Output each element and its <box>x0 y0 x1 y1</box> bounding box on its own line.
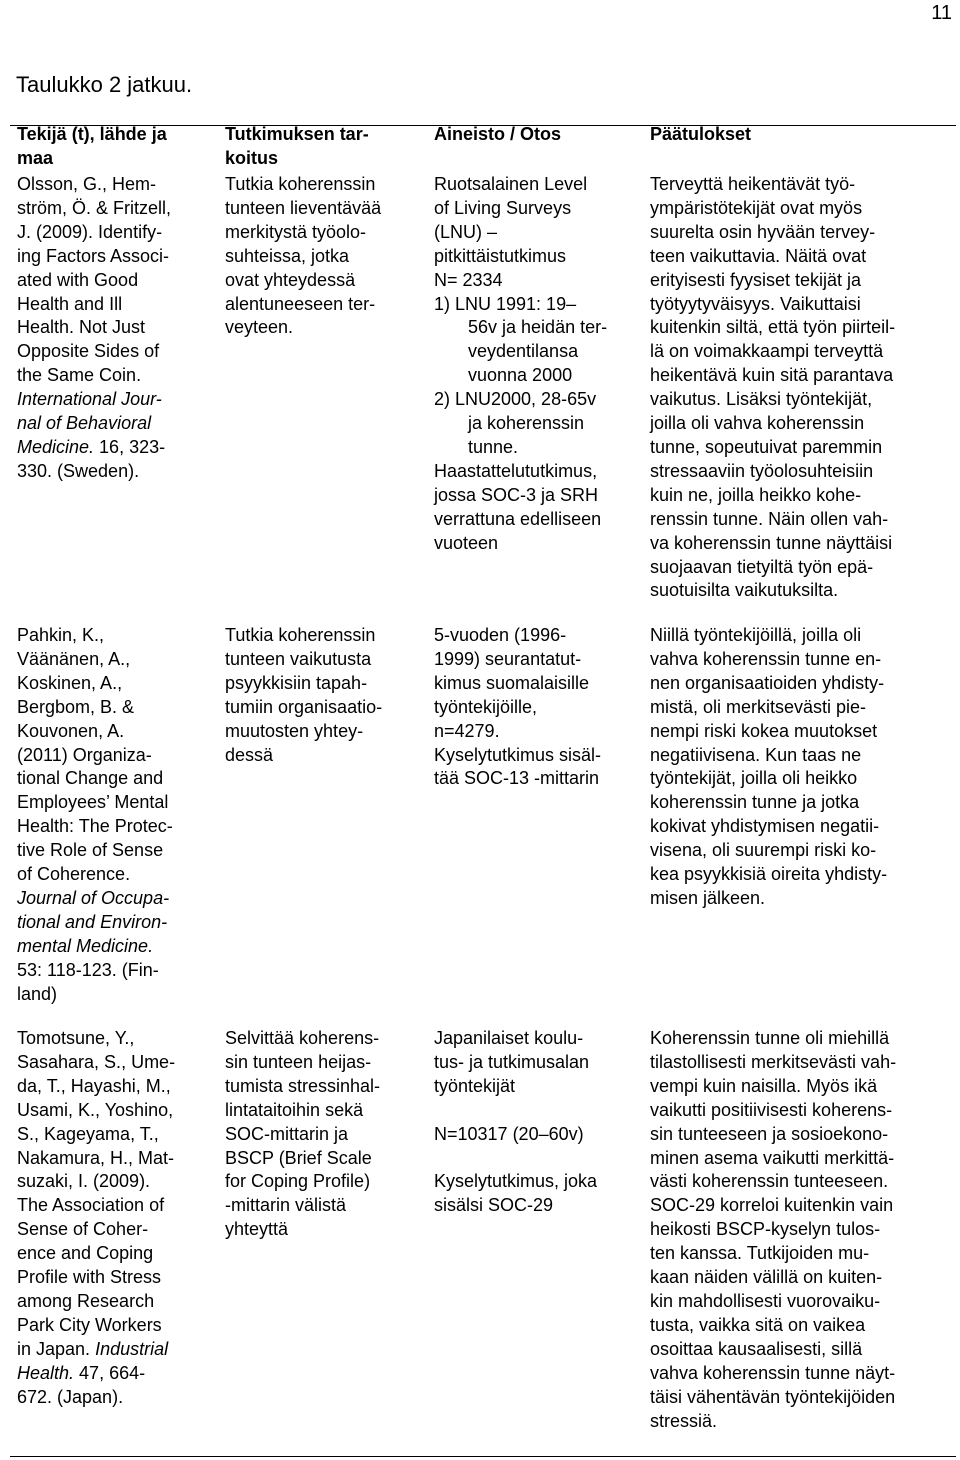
row2-results-cell: Niillä työntekijöillä, joilla oli vahva koherenssin tunne en- nen organisaatioiden yhdisty- mistä, oli merkitsevästi pie- nempi riski kokea muutokset negatiivisena. Kun taas ne työntekijät, joilla oli heikko koherenssin tunne ja jotka kokivat yhdistymisen negatii- visena, oli suurempi riski ko- kea psyykkisiä oireita yhdisty- misen jälkeen. <box>650 625 888 908</box>
row1-purpose-cell: Tutkia koherenssin tunteen lieventävää merkitystä työolo- suhteissa, jotka ovat yhteydessä alentuneeseen ter- veyteen. <box>225 174 382 338</box>
row1-results-cell: Terveyttä heikentävät työ- ympäristötekijät ovat myös suurelta osin hyvään tervey- teen vaikuttavia. Näitä ovat erityisesti fyysiset tekijät ja työtyytyväisyys. Vaikuttaisi kuitenkin siltä, että työn piirteil- lä on voimakkaampi terveyttä heikentävä kuin sitä parantava vaikutus. Lisäksi työntekijät, joilla oli vahva koherenssin tunne, sopeutuivat paremmin stressaaviin työolosuhteisiin kuin ne, joilla heikko kohe- renssin tunne. Näin ollen vah- va koherenssin tunne näyttäisi suojaavan tietyiltä työn epä- suotuisilta vaikutuksilta. <box>650 174 896 601</box>
header-results: Päätulokset <box>650 124 752 144</box>
row2-purpose-cell: Tutkia koherenssin tunteen vaikutusta psyykkisiin tapah- tumiin organisaatio- muutosten yhtey- dessä <box>225 625 383 765</box>
page-title: Taulukko 2 jatkuu. <box>16 72 193 97</box>
row1-sample-cell: Ruotsalainen Level of Living Surveys (LNU) – pitkittäistutkimus N= 2334 1) LNU 1991: 19– 56v ja heidän ter- veydentilansa vuonna 2000 2) LNU2000, 28-65v ja koherenssin tunne. Haastattelututkimus, jossa SOC-3 ja SRH verrattuna edelliseen vuoteen <box>434 174 608 553</box>
row1-author-cell: Olsson, G., Hem- ström, Ö. & Fritzell, J. (2009). Identify- ing Factors Associ- ated with Good Health and Ill Health. Not Just Opposite Sides of the Same Coin. International Jour- nal of Behavioral Medicine. 16, 323- 330. (Sweden). <box>17 174 172 481</box>
spacer <box>434 1147 638 1171</box>
header-purpose: Tutkimuksen tar- koitus <box>225 124 369 168</box>
row3-author-cell: Tomotsune, Y., Sasahara, S., Ume- da, T., Hayashi, M., Usami, K., Yoshino, S., Kageyama, T., Nakamura, H., Mat- suzaki, I. (2009). The Association of Sense of Coher- ence and Coping Profile with Stress among Research Park City Workers in Japan. Industrial Health. 47, 664- 672. (Japan). <box>17 1028 176 1407</box>
row3-results-cell: Koherenssin tunne oli miehillä tilastollisesti merkitsevästi vah- vempi kuin naisilla. Myös ikä vaikutti positiivisesti koherens- sin tunteeseen ja sosioekono- minen asema vaikutti merkittä- västi koherenssin tunteeseen. SOC-29 korreloi kuitenkin vain heikosti BSCP-kyselyn tulos- ten kanssa. Tutkijoiden mu- kaan näiden välillä on kuiten- kin mahdollisesti vuorovaiku- tusta, vaikka sitä on vaikea osoittaa kausaalisesti, sillä vahva koherenssin tunne näyt- täisi vähentävän työntekijöiden stressiä. <box>650 1028 897 1431</box>
table-bottom-rule <box>10 1456 956 1457</box>
row3-purpose-cell: Selvittää koherens- sin tunteen heijas- tumista stressinhal- lintataitoihin sekä SOC-mittarin ja BSCP (Brief Scale for Coping Profile) -mittarin välistä yhteyttä <box>225 1028 381 1240</box>
header-author: Tekijä (t), lähde ja maa <box>17 124 167 168</box>
header-sample: Aineisto / Otos <box>434 124 562 144</box>
row2-sample-cell: 5-vuoden (1996- 1999) seurantatut- kimus suomalaisille työntekijöille, n=4279. Kyselytutkimus sisäl- tää SOC-13 -mittarin <box>434 625 602 789</box>
row3-sample-cell: Japanilaiset koulu- tus- ja tutkimusalan työntekijät N=10317 (20–60v) Kyselytutkimus, joka sisälsi SOC-29 <box>434 1027 638 1218</box>
page-number: 11 <box>931 2 952 24</box>
row2-author-cell: Pahkin, K., Väänänen, A., Koskinen, A., Bergbom, B. & Kouvonen, A. (2011) Organiza- tional Change and Employees’ Mental Health: The Protec- tive Role of Sense of Coherence. Journal of Occupa- tional and Environ- mental Medicine. 53: 118-123. (Fin- land) <box>17 625 173 1004</box>
spacer <box>434 1099 638 1123</box>
